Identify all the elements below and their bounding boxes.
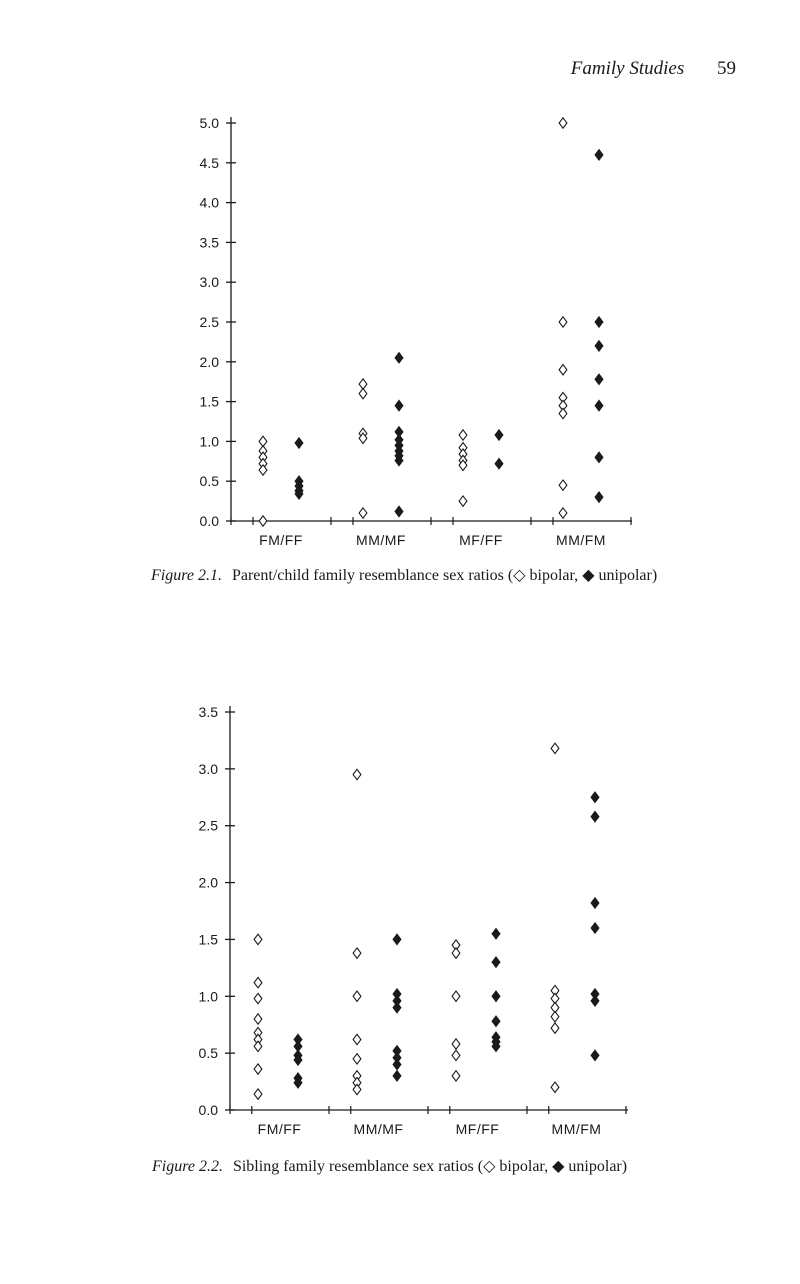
- y-tick-label: 5.0: [199, 115, 219, 131]
- unipolar-point: [591, 792, 599, 802]
- bipolar-point: [551, 743, 559, 753]
- bipolar-point: [559, 408, 567, 418]
- figure-2-2-caption-unipolar: unipolar): [568, 1158, 628, 1175]
- bipolar-point: [559, 508, 567, 518]
- figure-2-1-chart: [0, 100, 800, 550]
- y-tick-label: 0.0: [198, 1102, 218, 1118]
- category-label: MM/FM: [551, 1121, 602, 1137]
- unipolar-point: [393, 1059, 401, 1069]
- unipolar-point: [591, 898, 599, 908]
- bipolar-point: [254, 993, 262, 1003]
- bipolar-point: [452, 1071, 460, 1081]
- category-label: MF/FF: [455, 1121, 500, 1137]
- bipolar-point: [452, 1050, 460, 1060]
- unipolar-point: [495, 430, 503, 440]
- bipolar-point: [254, 1014, 262, 1024]
- y-tick-label: 2.0: [199, 353, 219, 370]
- bipolar-point: [559, 480, 567, 490]
- unipolar-point: [595, 341, 603, 351]
- unipolar-point: [495, 458, 503, 468]
- figure-2-2-caption-text: Sibling family resemblance sex ratios (: [232, 1158, 484, 1175]
- y-tick-label: 3.5: [199, 234, 219, 251]
- y-tick-label: 0.5: [198, 1045, 218, 1062]
- unipolar-point: [595, 150, 603, 160]
- figure-2-2-chart: [0, 690, 800, 1150]
- y-tick-label: 4.5: [199, 154, 219, 171]
- unipolar-point: [591, 1050, 599, 1060]
- bipolar-point: [559, 365, 567, 375]
- bipolar-point: [551, 1082, 559, 1092]
- y-tick-label: 1.5: [199, 393, 219, 410]
- unipolar-point: [393, 1071, 401, 1081]
- category-label: MM/MF: [353, 1121, 404, 1137]
- bipolar-point: [459, 430, 467, 440]
- y-tick-label: 0.0: [199, 513, 219, 529]
- y-tick-label: 3.5: [198, 704, 218, 720]
- unipolar-point: [492, 1016, 500, 1026]
- unipolar-point: [595, 317, 603, 327]
- bipolar-point: [452, 948, 460, 958]
- unipolar-marker-icon: ◆: [552, 1158, 565, 1175]
- y-tick-label: 3.0: [198, 760, 218, 777]
- y-tick-label: 3.0: [199, 274, 219, 291]
- bipolar-point: [259, 516, 267, 526]
- running-header: [571, 58, 736, 80]
- category-label: MM/MF: [356, 532, 406, 548]
- category-label: FM/FF: [257, 1121, 302, 1137]
- bipolar-point: [353, 1084, 361, 1094]
- bipolar-point: [353, 1054, 361, 1064]
- bipolar-point: [254, 977, 262, 987]
- unipolar-point: [595, 374, 603, 384]
- unipolar-point: [395, 400, 403, 410]
- y-tick-label: 2.5: [198, 817, 218, 834]
- unipolar-point: [492, 991, 500, 1001]
- unipolar-point: [591, 996, 599, 1006]
- y-tick-label: 2.5: [199, 314, 219, 330]
- y-tick-label: 2.0: [198, 874, 218, 891]
- figure-2-1-caption-text: Parent/child family resemblance sex ratios (: [231, 567, 514, 584]
- running-title: Family Studies: [570, 58, 685, 79]
- y-tick-label: 0.5: [199, 473, 219, 490]
- unipolar-point: [591, 923, 599, 933]
- page-number: 59: [717, 58, 736, 79]
- figure-2-1-caption-bipolar: bipolar,: [529, 567, 579, 584]
- bipolar-point: [254, 1041, 262, 1051]
- category-label: MF/FF: [459, 532, 503, 548]
- bipolar-point: [559, 317, 567, 327]
- y-tick-label: 1.5: [198, 931, 218, 948]
- unipolar-point: [492, 957, 500, 967]
- bipolar-point: [359, 508, 367, 518]
- bipolar-point: [353, 948, 361, 958]
- bipolar-marker-icon: ◇: [483, 1158, 496, 1175]
- bipolar-marker-icon: ◇: [513, 567, 526, 584]
- bipolar-point: [353, 991, 361, 1001]
- bipolar-point: [353, 769, 361, 779]
- bipolar-point: [254, 1089, 262, 1099]
- figure-2-2-caption-bipolar: bipolar,: [499, 1158, 549, 1175]
- unipolar-point: [295, 438, 303, 448]
- bipolar-point: [254, 934, 262, 944]
- bipolar-point: [551, 1023, 559, 1033]
- unipolar-point: [395, 353, 403, 363]
- unipolar-point: [595, 492, 603, 502]
- unipolar-point: [393, 934, 401, 944]
- bipolar-point: [551, 1012, 559, 1022]
- figure-2-1-caption-unipolar: unipolar): [598, 567, 658, 584]
- figure-2-1-label: Figure 2.1.: [151, 567, 222, 584]
- bipolar-point: [452, 991, 460, 1001]
- unipolar-point: [395, 506, 403, 516]
- figure-2-2-caption: [152, 1156, 627, 1176]
- bipolar-point: [353, 1034, 361, 1044]
- unipolar-point: [595, 452, 603, 462]
- bipolar-point: [559, 118, 567, 128]
- category-label: MM/FM: [556, 532, 606, 548]
- bipolar-point: [359, 388, 367, 398]
- y-tick-label: 1.0: [198, 988, 218, 1005]
- unipolar-point: [393, 1002, 401, 1012]
- unipolar-point: [591, 811, 599, 821]
- unipolar-point: [595, 400, 603, 410]
- figure-2-1-caption: [151, 565, 657, 585]
- bipolar-point: [459, 496, 467, 506]
- bipolar-point: [254, 1064, 262, 1074]
- figure-2-2-label: Figure 2.2.: [152, 1158, 223, 1175]
- bipolar-point: [259, 465, 267, 475]
- y-tick-label: 1.0: [199, 433, 219, 450]
- y-tick-label: 4.0: [199, 194, 219, 211]
- unipolar-marker-icon: ◆: [582, 567, 595, 584]
- bipolar-point: [452, 1039, 460, 1049]
- unipolar-point: [492, 929, 500, 939]
- category-label: FM/FF: [259, 532, 303, 548]
